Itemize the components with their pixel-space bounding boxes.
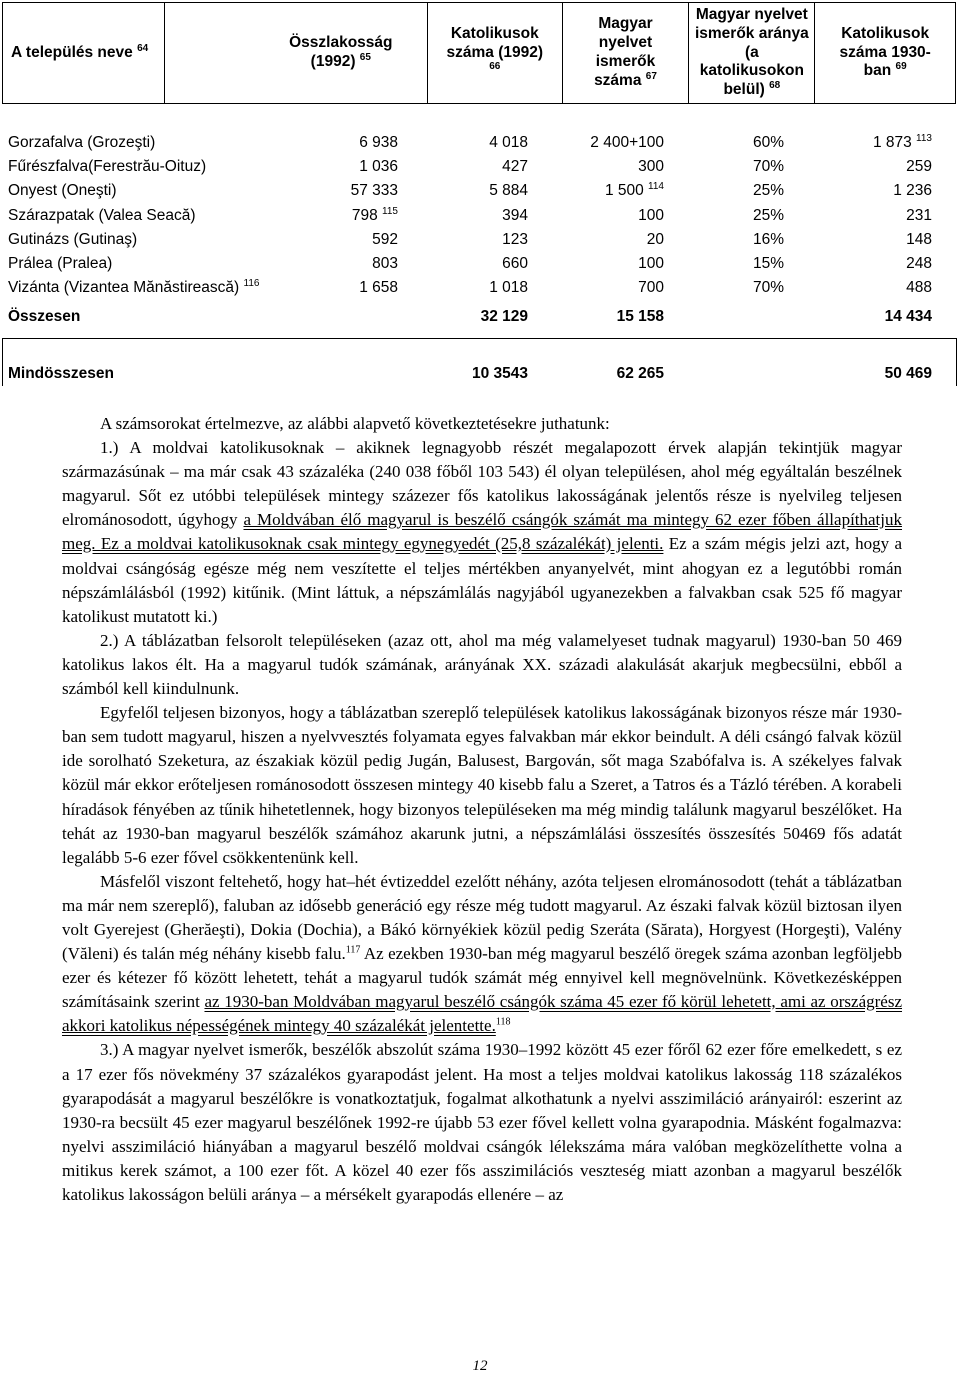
- table-header: [2, 2, 956, 104]
- table-row: [8, 279, 954, 303]
- cell-hungarian-ratio: 70%: [752, 279, 784, 297]
- cell-hungarian-ratio: 16%: [752, 230, 784, 248]
- cell-settlement-name: Gorzafalva (Grozeşti): [8, 134, 156, 151]
- cell-population: 1 658: [359, 279, 398, 297]
- cell-catholics: 660: [502, 255, 528, 272]
- cell-settlement-name: Vizánta (Vizantea Mănăstirească) $^{116}$: [8, 278, 260, 297]
- table-row: [8, 134, 954, 158]
- underlined-statement-1: a Moldvában élő magyarul is beszélő csángók számát ma mintegy 62 ezer főben állapíthatjuk meg. Ez a moldvai katolikusoknak csak mintegy egynegyedét (25,8 százalékát) jelenti.: [62, 510, 903, 554]
- cell-catholics: 5 884: [489, 182, 528, 200]
- header-catholics: Katolikusok száma (1992) $^{66}$: [428, 3, 563, 103]
- cell-catholics: 394: [502, 206, 528, 224]
- footnote-ref: 115: [382, 205, 398, 217]
- cell-settlement-name: Szárazpatak (Valea Seacă): [8, 206, 196, 224]
- header-hungarian-speakers: Magyar nyelvet ismerők száma $^{67}$: [563, 3, 690, 103]
- table-divider: [2, 338, 956, 339]
- cell-hungarian-ratio: 25%: [752, 182, 784, 200]
- cell-catholics-1930: 488: [906, 279, 932, 297]
- intro-paragraph: A számsorokat értelmezve, az alábbi alapvető következtetésekre juthatunk:: [100, 414, 610, 433]
- total-catholics-1930: 14 434: [884, 308, 932, 325]
- cell-settlement-name: Gutinázs (Gutinaş): [8, 230, 138, 248]
- cell-catholics: 427: [502, 158, 528, 176]
- footnote-ref: 113: [916, 132, 932, 144]
- cell-hungarian-speakers: 100: [638, 255, 664, 272]
- page-number: 12: [472, 1358, 488, 1374]
- header-catholics-1930: Katolikusok száma 1930-ban $^{69}$: [839, 24, 931, 80]
- table-row: [8, 158, 954, 182]
- footnote-ref: 114: [648, 181, 664, 193]
- header-hungarian-ratio: Magyar nyelvet ismerők aránya (a katolikusokon belül) $^{68}$: [689, 3, 815, 103]
- cell-catholics-1930: 148: [906, 230, 932, 248]
- cell-hungarian-ratio: 25%: [752, 206, 784, 224]
- paragraph-5: 3.) A magyar nyelvet ismerők, beszélők abszolút száma 1930–1992 között 45 ezer főről 62 ezer főre emelkedett, s ez a 17 ezer fős növekmény 37 százalékos gyarapodást jelent. Ha most a teljes moldvai katolikus lakosság 118 százalékos gyarapodását a magyarul beszélőkre is vonatkoztatjuk, fogalmat alkothatunk a nyelvi asszimiláció arányairól: eszerint az 1930-ra becsült 45 ezer magyarul beszélőnek 1992-re újabb 53 ezer fővel kellett volna gyarapodnia. Másként fogalmazva: nyelvi asszimiláció hiányában a magyarul beszélő moldvai csángók lélekszáma mára valóban megközelíthette volna a mitikus kerek számot, a 100 ezer főt. A közel 40 ezer fős asszimilációs veszteség miatt azonban a magyarul beszélők katolikus lakosságon belüli aránya – a mérsékelt gyarapodás ellenére – az: [62, 1040, 902, 1204]
- cell-population: 57 333: [350, 182, 398, 200]
- cell-population: 1 036: [359, 158, 398, 176]
- paragraph-3: Egyfelől teljesen bizonyos, hogy a táblázatban szereplő települések katolikus lakosságának bizonyos része már 1930-ban sem tudott magyarul, hiszen a nyelvvesztés folyamata egyes falvakban már ekkor beindult. A déli csángó falvak közül ide sorolható Szeketura, az északiak közül pedig Jugán, Balusest, Bargován, sőt maga Szabófalva is. A székelyes falvak közül már ekkor erőteljesen románosodott összesen mintegy 40 kisebb falu a Szeret, a Tatros és a Tázló térében. A korabeli híradások fényében az tűnik hihetetlennek, hogy bizonyos településeken ma még mindig találunk magyarul beszélőket. Ha tehát az 1930-ban magyarul beszélők számához akarunk jutni, a népszámlálási összesítés összesítés 50469 fős adatát legalább 5-6 ezer fővel csökkentenünk kell.: [62, 703, 902, 867]
- body-text: [62, 412, 902, 1207]
- grand-total-catholics-1930: 50 469: [884, 365, 932, 382]
- cell-population: 798 $^{115}$: [351, 205, 398, 224]
- cell-hungarian-speakers: 700: [638, 279, 664, 297]
- table-row: [8, 255, 954, 279]
- footnote-ref: 116: [243, 278, 260, 290]
- grand-total-catholics: 10 3543: [471, 365, 528, 382]
- cell-hungarian-ratio: 15%: [752, 255, 784, 272]
- cell-hungarian-speakers: 300: [638, 158, 664, 176]
- total-label: Összesen: [8, 308, 81, 325]
- cell-settlement-name: Prálea (Pralea): [8, 255, 113, 272]
- cell-population: 592: [372, 230, 398, 248]
- total-catholics: 32 129: [480, 308, 528, 325]
- table-right-border: [956, 338, 957, 386]
- paragraph-4: Másfelől viszont feltehető, hogy hat–hét évtizeddel ezelőtt néhány, azóta teljesen elrománosodott (tehát a táblázatban ma már nem szereplő), faluban az idősebb generáció egy része még tudott magyarul. Az északi falvak közül biztosan ilyen volt Gyerejest (Gherăeşti), Dokia (Dochia), a Bákó környékiek közül pedig Szeráta (Sărata), Horgyest (Horgeşti), Valény (Văleni) és talán még néhány kisebb falu.$^{117}$ Az ezekben 1930-ban még magyarul beszélő öregek száma azonban legföljebb ezer és kétezer fő között lehetett, tehát a magyarul tudók számát még ennyivel kell megnövelnünk. Következésképpen számításaink szerint az 1930-ban Moldvában magyarul beszélő csángók száma 45 ezer fő körül lehetett, ami az országrész akkori katolikus népességének mintegy 40 százalékát jelentette.$^{118}$: [62, 871, 902, 1036]
- header-settlement-name: A település neve $^{64}$: [3, 3, 165, 103]
- table-row: [8, 231, 954, 255]
- grand-total-hungarian: 62 265: [616, 365, 664, 382]
- paragraph-1: 1.) A moldvai katolikusoknak – akiknek legnagyobb részét megalapozott érvek alapján tekintjük magyar származásúnak – ma már csak 43 százaléka (240 038 főből 103 543) él olyan településen, ahol még egyáltalán beszélnek magyarul. Sőt ez utóbbi települések mintegy százezer fős katolikus lakosságának jelentős része is nyelvileg teljesen elrománosodott, úgyhogy a Moldvában élő magyarul is beszélő csángók számát ma mintegy 62 ezer főben állapíthatjuk meg. Ez a moldvai katolikusoknak csak mintegy egynegyedét (25,8 százalékát) jelenti. Ez a szám mégis jelzi azt, hogy a moldvai csángóság egésze még nem veszítette el teljes mértékben anyanyelvét, mint ahogyan ez a legutóbbi román népszámlálásból (1992) kitűnik. (Mint láttuk, a népszámlálás nagyjából ugyanezekben a falvakban csak 525 fő magyar katolikust mutatott ki.): [62, 438, 903, 626]
- cell-catholics-1930: 248: [906, 255, 932, 272]
- grand-total-label: Mindösszesen: [8, 365, 114, 382]
- cell-catholics-1930: 259: [906, 158, 932, 176]
- cell-hungarian-speakers: 2 400+100: [590, 134, 664, 151]
- cell-hungarian-ratio: 70%: [752, 158, 784, 176]
- footnote-ref-117: 117: [345, 944, 361, 956]
- cell-catholics: 1 018: [489, 279, 528, 297]
- cell-population: 6 938: [359, 134, 398, 151]
- table-left-border: [2, 338, 3, 386]
- total-row: [8, 308, 954, 332]
- cell-catholics-1930: 1 236: [893, 182, 932, 200]
- footnote-ref-118: 118: [495, 1016, 511, 1028]
- cell-hungarian-speakers: 1 500 $^{114}$: [604, 181, 664, 200]
- cell-population: 803: [372, 255, 398, 272]
- header-population: Összlakosság (1992) $^{65}$: [165, 3, 428, 103]
- grand-total-row: [8, 365, 954, 389]
- cell-catholics-1930: 1 873 $^{113}$: [872, 132, 932, 151]
- cell-catholics-1930: 231: [906, 206, 932, 224]
- table-row: [8, 207, 954, 231]
- paragraph-2: 2.) A táblázatban felsorolt településeken (azaz ott, ahol ma még valamelyeset tudnak magyarul) 1930-ban 50 469 katolikus lakos élt. Ha a magyarul tudók számának, arányának XX. századi alakulását akarjuk megbecsülni, ebből a számból kell kiindulnunk.: [62, 630, 902, 699]
- cell-settlement-name: Onyest (Oneşti): [8, 182, 117, 200]
- cell-hungarian-speakers: 100: [638, 206, 664, 224]
- cell-catholics: 123: [502, 230, 528, 248]
- cell-hungarian-ratio: 60%: [752, 134, 784, 151]
- cell-hungarian-speakers: 20: [646, 230, 664, 248]
- table-row: [8, 182, 954, 206]
- cell-settlement-name: Fűrészfalva(Ferestrău-Oituz): [8, 158, 207, 176]
- total-hungarian: 15 158: [616, 308, 664, 325]
- underlined-statement-2: az 1930-ban Moldvában magyarul beszélő csángók száma 45 ezer fő körül lehetett, ami az országrész akkori katolikus népességének mintegy 40 százalékát jelentette.: [62, 992, 902, 1036]
- cell-catholics: 4 018: [489, 134, 528, 151]
